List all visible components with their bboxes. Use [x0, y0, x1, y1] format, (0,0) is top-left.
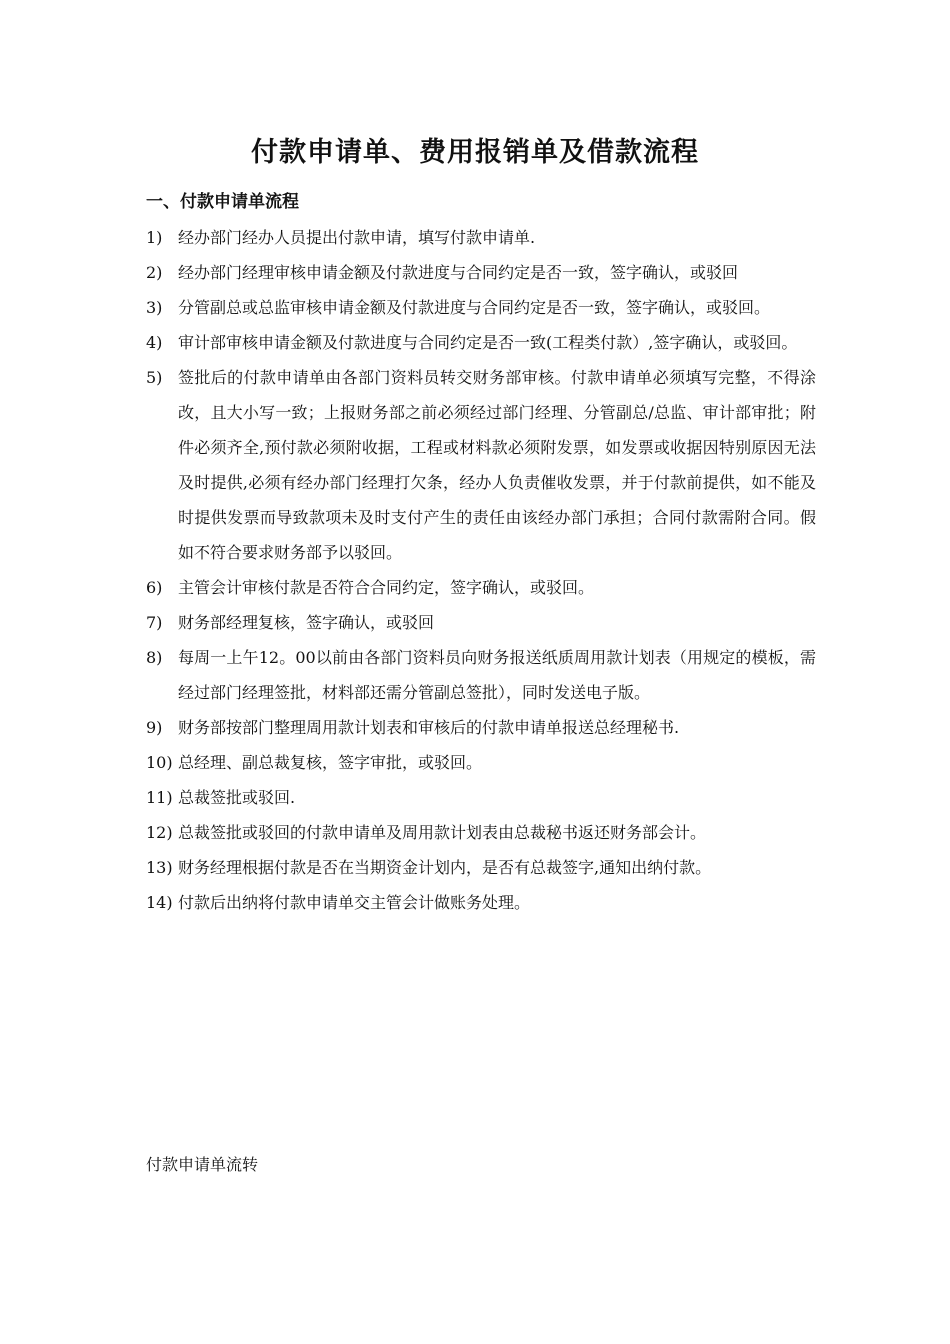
step-text: 经办部门经理审核申请金额及付款进度与合同约定是否一致，签字确认，或驳回	[178, 263, 739, 282]
step-text: 总经理、副总裁复核，签字审批，或驳回。	[178, 753, 483, 772]
section-heading: 一、付款申请单流程	[146, 192, 299, 212]
step-text: 每周一上午12。00以前由各部门资料员向财务报送纸质周用款计划表（用规定的模板，需经过部门经理签批，材料部还需分管副总签批），同时发送电子版。	[178, 648, 816, 702]
step-number: 3)	[146, 298, 163, 317]
step-text: 分管副总或总监审核申请金额及付款进度与合同约定是否一致，签字确认，或驳回。	[178, 298, 771, 317]
list-item	[146, 850, 816, 885]
step-number: 14)	[146, 893, 173, 912]
step-text: 总裁签批或驳回的付款申请单及周用款计划表由总裁秘书返还财务部会计。	[178, 823, 707, 842]
list-item	[146, 605, 816, 640]
step-text: 审计部审核申请金额及付款进度与合同约定是否一致(工程类付款）,签字确认，或驳回。	[178, 333, 798, 352]
list-item	[146, 255, 816, 290]
list-item	[146, 815, 816, 850]
list-item	[146, 780, 816, 815]
document-title: 付款申请单、费用报销单及借款流程	[251, 137, 699, 168]
step-number: 8)	[146, 648, 163, 667]
step-text: 经办部门经办人员提出付款申请，填写付款申请单.	[178, 228, 536, 247]
step-number: 2)	[146, 263, 163, 282]
step-text: 总裁签批或驳回.	[178, 788, 296, 807]
step-text: 财务经理根据付款是否在当期资金计划内，是否有总裁签字,通知出纳付款。	[178, 858, 712, 877]
list-item	[146, 325, 816, 360]
step-text: 签批后的付款申请单由各部门资料员转交财务部审核。付款申请单必须填写完整，不得涂改，且大小写一致；上报财务部之前必须经过部门经理、分管副总/总监、审计部审批；附件必须齐全,预付款必须附收据，工程或材料款必须附发票，如发票或收据因特别原因无法及时提供,必须有经办部门经理打欠条，经办人负责催收发票，并于付款前提供，如不能及时提供发票而导致款项未及时支付产生的责任由该经办部门承担；合同付款需附合同。假如不符合要求财务部予以驳回。	[178, 368, 816, 562]
list-item	[146, 570, 816, 605]
list-item	[146, 360, 816, 570]
list-item	[146, 290, 816, 325]
list-item	[146, 220, 816, 255]
step-number: 12)	[146, 823, 173, 842]
step-number: 10)	[146, 753, 173, 772]
step-number: 7)	[146, 613, 163, 632]
step-text: 主管会计审核付款是否符合合同约定，签字确认，或驳回。	[178, 578, 595, 597]
step-number: 9)	[146, 718, 163, 737]
step-number: 1)	[146, 228, 163, 247]
step-number: 13)	[146, 858, 173, 877]
flow-subheading: 付款申请单流转	[146, 1155, 259, 1174]
list-item	[146, 745, 816, 780]
step-text: 财务部按部门整理周用款计划表和审核后的付款申请单报送总经理秘书.	[178, 718, 680, 737]
step-number: 4)	[146, 333, 163, 352]
list-item	[146, 885, 816, 920]
step-number: 11)	[146, 788, 173, 807]
steps-list	[146, 220, 816, 920]
step-text: 财务部经理复核，签字确认，或驳回	[178, 613, 435, 632]
list-item	[146, 640, 816, 710]
step-number: 6)	[146, 578, 163, 597]
list-item	[146, 710, 816, 745]
step-number: 5)	[146, 368, 163, 387]
step-text: 付款后出纳将付款申请单交主管会计做账务处理。	[178, 893, 531, 912]
